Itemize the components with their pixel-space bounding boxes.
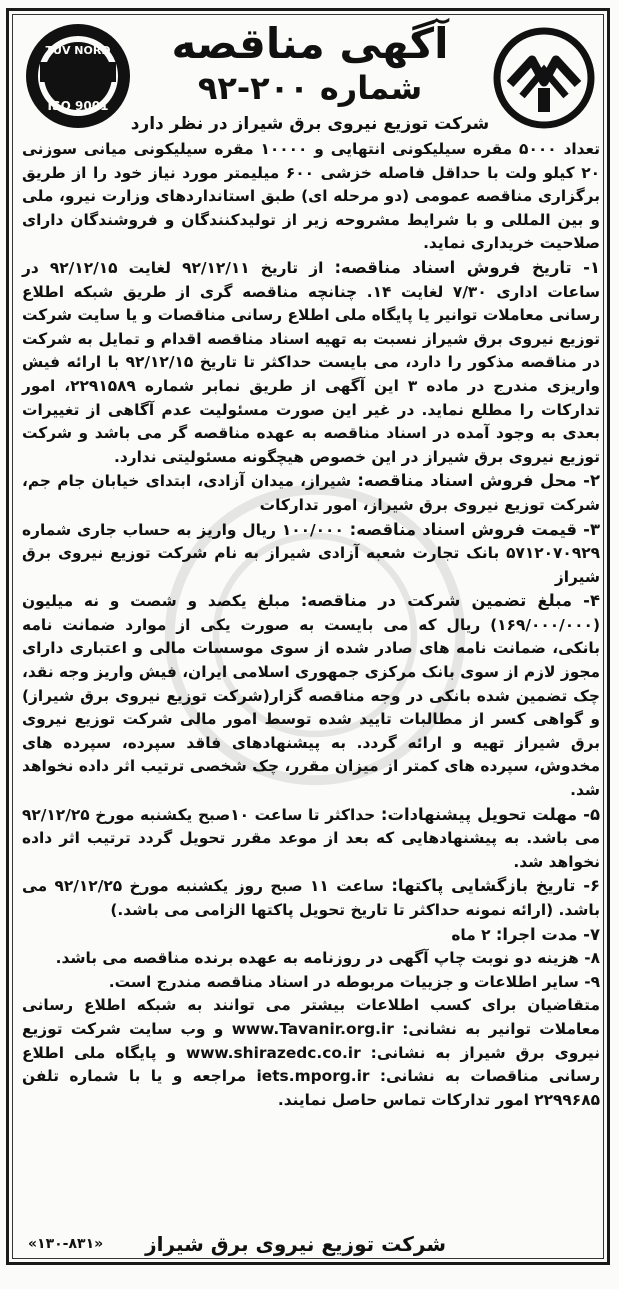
section-2 [22, 469, 600, 517]
section-6-heading: ۶- تاریخ بازگشایی پاکتها: [391, 876, 601, 896]
footer [24, 1230, 596, 1258]
section-1-text: از تاریخ ۹۲/۱۲/۱۱ لغایت ۹۲/۱۲/۱۵ در ساعات اداری ۷/۳۰ لغایت ۱۴. چنانچه مناقصه گری از طریق شبکه اطلاع رسانی معاملات توانیر یا پایگاه ملی اطلاع رسانی مناقصات و یا سایت شرکت توزیع نیروی برق شیراز نسبت به تهیه اسناد مناقصه اقدام و تمایل به شرکت در مناقصه مذکور را دارد، می بایست حداکثر تا تاریخ ۹۲/۱۲/۱۵ با ارائه فیش واریزی مندرج در ماده ۳ این آگهی از طریق نمابر شماره ۲۲۹۱۵۸۹، امور تدارکات را مطلع نماید. در غیر این صورت مسئولیت عدم آگاهی از تغییرات بعدی به وجود آمده در اسناد مناقصه به عهده مناقصه گر می باشد و شرکت توزیع نیروی برق شیراز در این خصوص هیچگونه مسئولیتی ندارد. [22, 258, 600, 466]
section-4-heading: ۴- مبلغ تضمین شرکت در مناقصه: [300, 591, 601, 611]
section-3 [22, 518, 600, 590]
tender-number: شماره ۲۰۰-۹۲ [197, 69, 423, 107]
footer-company-name: شرکت توزیع نیروی برق شیراز [145, 1232, 446, 1256]
section-5-heading: ۵- مهلت تحویل پیشنهادات: [380, 804, 600, 824]
footer-code: «۱۳۰-۸۳۱» [28, 1236, 104, 1252]
notice-body [22, 138, 600, 1112]
section-1 [22, 256, 600, 469]
section-5 [22, 803, 600, 875]
closing-paragraph: متقاضیان برای کسب اطلاعات بیشتر می توانند به شبکه اطلاع رسانی معاملات توانیر به نشانی: www.Tavanir.org.ir و وب سایت شرکت توزیع نیروی برق شیراز به نشانی: www.shirazedc.co.ir و پایگاه ملی اطلاع رسانی مناقصات به نشانی: iets.mporg.ir مراجعه و یا با شماره تلفن ۲۲۹۹۶۸۵ امور تدارکات تماس حاصل نمایند. [22, 996, 600, 1109]
section-4 [22, 589, 600, 802]
section-8: ۸- هزینه دو نوبت چاپ آگهی در روزنامه به عهده برنده مناقصه می باشد. [55, 949, 600, 968]
intro-paragraph: تعداد ۵۰۰۰ مقره سیلیکونی انتهایی و ۱۰۰۰۰ مقره سیلیکونی میانی سوزنی ۲۰ کیلو ولت با حداقل فاصله خزشی ۶۰۰ میلیمتر مورد نیاز خود را از طریق برگزاری مناقصه عمومی (دو مرحله ای) طبق استانداردهای وزارت نیرو، ملی و بین المللی و با شرایط مشروحه زیر از تولیدکنندگان و فروشندگان دارای صلاحیت خریداری نماید. [22, 140, 600, 253]
section-2-text: شیراز، میدان آزادی، ابتدای خیابان جام جم، شرکت توزیع نیروی برق شیراز، امور تدارکات [22, 472, 600, 514]
section-6-text: ساعت ۱۱ صبح روز یکشنبه مورخ ۹۲/۱۲/۲۵ می باشد. (ارائه نمونه حداکثر تا تاریخ تحویل پاکتها الزامی می باشد.) [22, 877, 600, 919]
section-2-heading: ۲- محل فروش اسناد مناقصه: [357, 471, 600, 491]
logo-tuv-text: TUV NORD [45, 44, 111, 57]
logo-iso-text: ISO 9001 [47, 99, 109, 113]
section-5-text: حداکثر تا ساعت ۱۰صبح یکشنبه مورخ ۹۲/۱۲/۲۵ می باشد. به پیشنهادهایی که بعد از موعد مقرر تحویل گردد ترتیب اثر داده نخواهد شد. [22, 805, 600, 871]
section-3-heading: ۳- قیمت فروش اسناد مناقصه: [349, 519, 601, 539]
section-7-heading: ۷- مدت اجرا: [495, 924, 600, 944]
power-company-logo [492, 26, 596, 130]
section-9: ۹- سایر اطلاعات و جزییات مربوطه در اسناد مناقصه مندرج است. [108, 972, 600, 991]
section-4-text: مبلغ یکصد و شصت و نه میلیون (۱۶۹/۰۰۰/۰۰۰) ریال که می بایست به صورت یکی از موارد ضمانت نامه بانکی، ضمانت نامه های صادر شده از سوی موسسات مالی و اعتباری دارای مجوز لازم از سوی بانک مرکزی جمهوری اسلامی ایران، فیش واریز وجه نقد، چک تضمین شده بانکی در وجه مناقصه گزار(شرکت توزیع نیروی برق شیراز) و گواهی کسر از مطالبات تایید شده توسط امور مالی شرکت توزیع نیروی برق شیراز تهیه و ارائه گردد. به پیشنهادهای فاقد سپرده، سپرده های مخدوش، سپرده های کمتر از میزان مقرر، چک شخصی ترتیب اثر داده نخواهد شد. [22, 592, 600, 800]
section-7-text: ۲ ماه [451, 925, 491, 944]
page-title: آگهی مناقصه [171, 19, 449, 68]
section-6 [22, 874, 600, 922]
iso-certification-logo [24, 22, 132, 130]
section-7 [22, 923, 600, 948]
company-intro-line: شرکت توزیع نیروی برق شیراز در نظر دارد [130, 114, 490, 134]
section-3-text: ۱۰۰/۰۰۰ ریال واریز به حساب جاری شماره ۵۷۱۲۰۷۰۹۲۹ بانک تجارت شعبه آزادی شیراز به نام شرکت توزیع نیروی برق شیراز [22, 520, 600, 586]
section-1-heading: ۱- تاریخ فروش اسناد مناقصه: [334, 257, 600, 277]
